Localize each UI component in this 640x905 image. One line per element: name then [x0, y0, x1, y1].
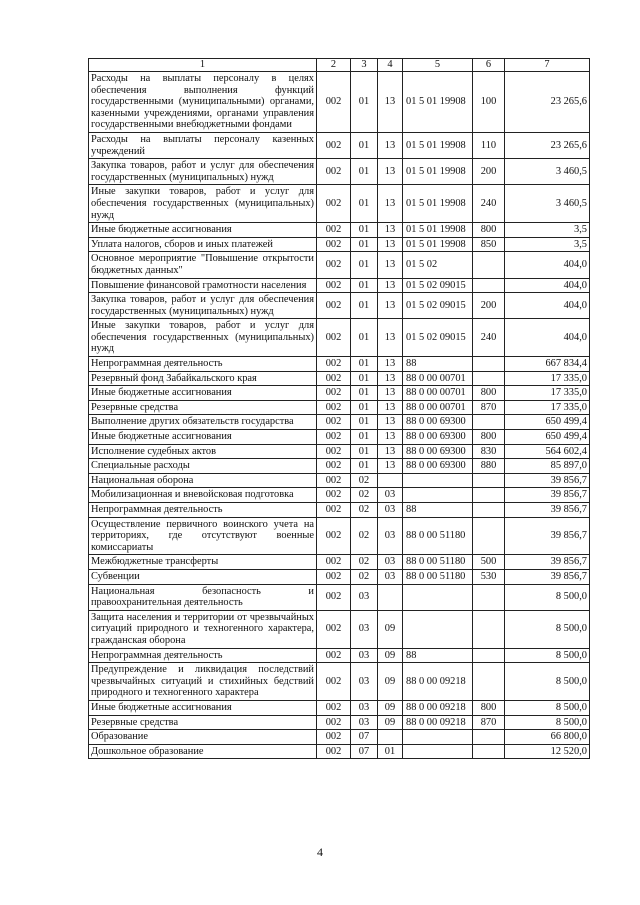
table-row	[89, 663, 590, 701]
row-csr-cell: 88	[403, 648, 473, 663]
row-rz-cell: 01	[351, 293, 378, 319]
row-pr-cell	[378, 473, 403, 488]
row-sum-cell: 39 856,7	[505, 569, 590, 584]
row-pr-cell: 13	[378, 319, 403, 357]
row-rz-cell: 01	[351, 159, 378, 185]
row-sum-cell: 39 856,7	[505, 503, 590, 518]
row-sum-cell: 650 499,4	[505, 430, 590, 445]
row-pr-cell: 09	[378, 663, 403, 701]
table-row	[89, 237, 590, 252]
budget-table	[88, 58, 590, 759]
row-ved-cell: 002	[317, 237, 351, 252]
row-ved-cell: 002	[317, 400, 351, 415]
header-col-5: 5	[403, 59, 473, 72]
table-row	[89, 503, 590, 518]
row-vr-cell: 830	[473, 444, 505, 459]
row-pr-cell: 13	[378, 386, 403, 401]
row-rz-cell: 07	[351, 744, 378, 759]
row-name-cell: Мобилизационная и вневойсковая подготовка	[89, 488, 317, 503]
row-csr-cell: 88 0 00 00701	[403, 386, 473, 401]
row-sum-cell: 39 856,7	[505, 488, 590, 503]
table-row	[89, 715, 590, 730]
row-pr-cell: 09	[378, 610, 403, 648]
row-csr-cell	[403, 744, 473, 759]
row-csr-cell: 88 0 00 69300	[403, 444, 473, 459]
table-row	[89, 700, 590, 715]
row-vr-cell	[473, 730, 505, 745]
row-pr-cell: 09	[378, 648, 403, 663]
row-name-cell: Защита населения и территории от чрезвычайных ситуаций природного и техногенного характера, гражданская оборона	[89, 610, 317, 648]
row-name-cell: Исполнение судебных актов	[89, 444, 317, 459]
row-pr-cell: 03	[378, 517, 403, 555]
row-ved-cell: 002	[317, 744, 351, 759]
row-sum-cell: 3 460,5	[505, 185, 590, 223]
row-rz-cell: 01	[351, 400, 378, 415]
table-row	[89, 252, 590, 278]
row-name-cell: Иные бюджетные ассигнования	[89, 430, 317, 445]
row-rz-cell: 02	[351, 569, 378, 584]
row-ved-cell: 002	[317, 488, 351, 503]
row-csr-cell: 01 5 02 09015	[403, 278, 473, 293]
row-ved-cell: 002	[317, 503, 351, 518]
row-rz-cell: 03	[351, 663, 378, 701]
row-name-cell: Дошкольное образование	[89, 744, 317, 759]
row-sum-cell: 404,0	[505, 252, 590, 278]
table-row	[89, 185, 590, 223]
row-vr-cell: 870	[473, 400, 505, 415]
row-vr-cell	[473, 517, 505, 555]
row-ved-cell: 002	[317, 555, 351, 570]
row-vr-cell: 880	[473, 459, 505, 474]
row-pr-cell: 13	[378, 415, 403, 430]
row-name-cell: Повышение финансовой грамотности населения	[89, 278, 317, 293]
row-csr-cell	[403, 473, 473, 488]
row-name-cell: Осуществление первичного воинского учета на территориях, где отсутствуют военные комиссариаты	[89, 517, 317, 555]
row-sum-cell: 650 499,4	[505, 415, 590, 430]
row-pr-cell: 13	[378, 357, 403, 372]
table-row	[89, 357, 590, 372]
row-ved-cell: 002	[317, 444, 351, 459]
row-ved-cell: 002	[317, 159, 351, 185]
row-sum-cell: 17 335,0	[505, 400, 590, 415]
row-vr-cell	[473, 473, 505, 488]
row-name-cell: Закупка товаров, работ и услуг для обеспечения государственных (муниципальных) нужд	[89, 159, 317, 185]
row-csr-cell: 88 0 00 09218	[403, 715, 473, 730]
row-rz-cell: 01	[351, 132, 378, 158]
row-name-cell: Иные бюджетные ассигнования	[89, 223, 317, 238]
table-row	[89, 517, 590, 555]
row-sum-cell: 3,5	[505, 237, 590, 252]
row-csr-cell: 01 5 01 19908	[403, 159, 473, 185]
row-ved-cell: 002	[317, 569, 351, 584]
row-pr-cell: 09	[378, 715, 403, 730]
row-vr-cell: 240	[473, 319, 505, 357]
table-row	[89, 473, 590, 488]
table-row	[89, 648, 590, 663]
row-pr-cell: 03	[378, 555, 403, 570]
row-name-cell: Расходы на выплаты персоналу в целях обеспечения выполнения функций государственными (муниципальными) органами, казенными учреждениями, органами управления государственными внебюджетными фондами	[89, 72, 317, 133]
row-csr-cell: 01 5 01 19908	[403, 223, 473, 238]
row-name-cell: Межбюджетные трансферты	[89, 555, 317, 570]
row-sum-cell: 12 520,0	[505, 744, 590, 759]
row-rz-cell: 01	[351, 185, 378, 223]
row-sum-cell: 17 335,0	[505, 386, 590, 401]
row-sum-cell: 66 800,0	[505, 730, 590, 745]
row-csr-cell: 88 0 00 51180	[403, 555, 473, 570]
row-name-cell: Иные бюджетные ассигнования	[89, 386, 317, 401]
row-sum-cell: 39 856,7	[505, 555, 590, 570]
row-pr-cell: 13	[378, 159, 403, 185]
row-sum-cell: 404,0	[505, 278, 590, 293]
table-body	[89, 72, 590, 759]
row-rz-cell: 03	[351, 584, 378, 610]
table-row	[89, 444, 590, 459]
row-ved-cell: 002	[317, 517, 351, 555]
row-name-cell: Иные закупки товаров, работ и услуг для обеспечения государственных (муниципальных) нужд	[89, 319, 317, 357]
table-row	[89, 569, 590, 584]
row-sum-cell: 8 500,0	[505, 700, 590, 715]
table-row	[89, 223, 590, 238]
row-pr-cell: 09	[378, 700, 403, 715]
row-name-cell: Образование	[89, 730, 317, 745]
table-row	[89, 319, 590, 357]
header-col-3: 3	[351, 59, 378, 72]
row-vr-cell	[473, 663, 505, 701]
table-row	[89, 132, 590, 158]
table-row	[89, 584, 590, 610]
row-pr-cell: 01	[378, 744, 403, 759]
row-rz-cell: 02	[351, 488, 378, 503]
row-ved-cell: 002	[317, 386, 351, 401]
row-name-cell: Непрограммная деятельность	[89, 503, 317, 518]
row-pr-cell: 13	[378, 400, 403, 415]
row-sum-cell: 8 500,0	[505, 584, 590, 610]
row-vr-cell: 870	[473, 715, 505, 730]
table-row	[89, 400, 590, 415]
row-rz-cell: 03	[351, 700, 378, 715]
row-csr-cell: 01 5 02 09015	[403, 319, 473, 357]
row-sum-cell: 8 500,0	[505, 610, 590, 648]
row-csr-cell: 88 0 00 69300	[403, 459, 473, 474]
row-name-cell: Непрограммная деятельность	[89, 648, 317, 663]
row-pr-cell: 13	[378, 444, 403, 459]
row-name-cell: Национальная оборона	[89, 473, 317, 488]
row-csr-cell	[403, 488, 473, 503]
row-name-cell: Специальные расходы	[89, 459, 317, 474]
row-rz-cell: 01	[351, 252, 378, 278]
table-row	[89, 430, 590, 445]
row-rz-cell: 03	[351, 648, 378, 663]
row-vr-cell	[473, 503, 505, 518]
row-rz-cell: 01	[351, 72, 378, 133]
row-ved-cell: 002	[317, 730, 351, 745]
table-row	[89, 371, 590, 386]
row-sum-cell: 564 602,4	[505, 444, 590, 459]
row-vr-cell	[473, 415, 505, 430]
budget-table-container	[88, 58, 589, 759]
row-ved-cell: 002	[317, 72, 351, 133]
row-rz-cell: 02	[351, 517, 378, 555]
row-name-cell: Уплата налогов, сборов и иных платежей	[89, 237, 317, 252]
row-vr-cell: 110	[473, 132, 505, 158]
row-ved-cell: 002	[317, 648, 351, 663]
row-ved-cell: 002	[317, 371, 351, 386]
row-ved-cell: 002	[317, 415, 351, 430]
table-row	[89, 415, 590, 430]
row-vr-cell: 200	[473, 159, 505, 185]
header-col-7: 7	[505, 59, 590, 72]
row-rz-cell: 01	[351, 459, 378, 474]
row-sum-cell: 8 500,0	[505, 648, 590, 663]
row-vr-cell: 800	[473, 700, 505, 715]
row-ved-cell: 002	[317, 430, 351, 445]
row-sum-cell: 17 335,0	[505, 371, 590, 386]
row-rz-cell: 01	[351, 415, 378, 430]
row-rz-cell: 01	[351, 444, 378, 459]
row-vr-cell: 800	[473, 430, 505, 445]
row-name-cell: Основное мероприятие "Повышение открытости бюджетных данных"	[89, 252, 317, 278]
row-pr-cell: 03	[378, 569, 403, 584]
table-row	[89, 278, 590, 293]
row-sum-cell: 23 265,6	[505, 132, 590, 158]
row-sum-cell: 85 897,0	[505, 459, 590, 474]
row-sum-cell: 3,5	[505, 223, 590, 238]
row-name-cell: Расходы на выплаты персоналу казенных учреждений	[89, 132, 317, 158]
row-name-cell: Иные закупки товаров, работ и услуг для обеспечения государственных (муниципальных) нужд	[89, 185, 317, 223]
row-rz-cell: 01	[351, 319, 378, 357]
row-vr-cell: 850	[473, 237, 505, 252]
row-csr-cell	[403, 730, 473, 745]
row-pr-cell: 03	[378, 488, 403, 503]
row-vr-cell	[473, 584, 505, 610]
row-csr-cell	[403, 610, 473, 648]
row-pr-cell: 03	[378, 503, 403, 518]
row-pr-cell	[378, 584, 403, 610]
row-rz-cell: 01	[351, 371, 378, 386]
row-ved-cell: 002	[317, 132, 351, 158]
row-rz-cell: 01	[351, 386, 378, 401]
row-pr-cell: 13	[378, 185, 403, 223]
row-vr-cell	[473, 610, 505, 648]
header-col-2: 2	[317, 59, 351, 72]
row-name-cell: Национальная безопасность и правоохранительная деятельность	[89, 584, 317, 610]
row-vr-cell: 500	[473, 555, 505, 570]
row-ved-cell: 002	[317, 663, 351, 701]
row-pr-cell: 13	[378, 72, 403, 133]
row-csr-cell: 88 0 00 51180	[403, 517, 473, 555]
row-name-cell: Резервные средства	[89, 400, 317, 415]
row-csr-cell: 01 5 01 19908	[403, 132, 473, 158]
row-vr-cell	[473, 252, 505, 278]
row-vr-cell: 100	[473, 72, 505, 133]
row-csr-cell: 88	[403, 357, 473, 372]
row-name-cell: Предупреждение и ликвидация последствий чрезвычайных ситуаций и стихийных бедствий природного и техногенного характера	[89, 663, 317, 701]
row-csr-cell: 88 0 00 00701	[403, 400, 473, 415]
row-csr-cell: 01 5 01 19908	[403, 185, 473, 223]
row-name-cell: Резервные средства	[89, 715, 317, 730]
table-row	[89, 555, 590, 570]
row-csr-cell: 88 0 00 09218	[403, 700, 473, 715]
row-csr-cell	[403, 584, 473, 610]
row-pr-cell: 13	[378, 278, 403, 293]
row-name-cell: Иные бюджетные ассигнования	[89, 700, 317, 715]
row-sum-cell: 23 265,6	[505, 72, 590, 133]
row-vr-cell: 800	[473, 386, 505, 401]
row-vr-cell	[473, 357, 505, 372]
table-row	[89, 610, 590, 648]
row-ved-cell: 002	[317, 185, 351, 223]
row-rz-cell: 02	[351, 555, 378, 570]
table-row	[89, 72, 590, 133]
table-row	[89, 744, 590, 759]
row-csr-cell: 01 5 02 09015	[403, 293, 473, 319]
row-pr-cell: 13	[378, 430, 403, 445]
row-csr-cell: 01 5 01 19908	[403, 72, 473, 133]
row-csr-cell: 88 0 00 69300	[403, 415, 473, 430]
row-pr-cell: 13	[378, 237, 403, 252]
row-ved-cell: 002	[317, 357, 351, 372]
row-ved-cell: 002	[317, 252, 351, 278]
row-name-cell: Резервный фонд Забайкальского края	[89, 371, 317, 386]
row-rz-cell: 01	[351, 278, 378, 293]
table-row	[89, 293, 590, 319]
row-rz-cell: 02	[351, 473, 378, 488]
header-col-1: 1	[89, 59, 317, 72]
row-pr-cell: 13	[378, 132, 403, 158]
page-number: 4	[317, 845, 323, 859]
row-csr-cell: 01 5 01 19908	[403, 237, 473, 252]
row-sum-cell: 39 856,7	[505, 517, 590, 555]
row-sum-cell: 404,0	[505, 293, 590, 319]
row-rz-cell: 01	[351, 430, 378, 445]
row-csr-cell: 88 0 00 51180	[403, 569, 473, 584]
table-header-row	[89, 59, 590, 72]
row-rz-cell: 01	[351, 357, 378, 372]
row-vr-cell	[473, 744, 505, 759]
row-sum-cell: 39 856,7	[505, 473, 590, 488]
table-row	[89, 730, 590, 745]
row-pr-cell: 13	[378, 459, 403, 474]
row-name-cell: Непрограммная деятельность	[89, 357, 317, 372]
row-pr-cell: 13	[378, 371, 403, 386]
table-row	[89, 488, 590, 503]
row-csr-cell: 88 0 00 69300	[403, 430, 473, 445]
row-ved-cell: 002	[317, 319, 351, 357]
row-ved-cell: 002	[317, 584, 351, 610]
row-ved-cell: 002	[317, 459, 351, 474]
row-csr-cell: 01 5 02	[403, 252, 473, 278]
row-name-cell: Субвенции	[89, 569, 317, 584]
row-csr-cell: 88 0 00 00701	[403, 371, 473, 386]
row-vr-cell	[473, 648, 505, 663]
row-rz-cell: 07	[351, 730, 378, 745]
table-row	[89, 386, 590, 401]
row-vr-cell	[473, 278, 505, 293]
row-vr-cell	[473, 371, 505, 386]
row-pr-cell: 13	[378, 252, 403, 278]
table-row	[89, 459, 590, 474]
row-csr-cell: 88	[403, 503, 473, 518]
header-col-6: 6	[473, 59, 505, 72]
row-rz-cell: 03	[351, 715, 378, 730]
row-ved-cell: 002	[317, 610, 351, 648]
row-rz-cell: 02	[351, 503, 378, 518]
row-sum-cell: 667 834,4	[505, 357, 590, 372]
row-ved-cell: 002	[317, 700, 351, 715]
row-rz-cell: 01	[351, 223, 378, 238]
row-rz-cell: 01	[351, 237, 378, 252]
row-ved-cell: 002	[317, 293, 351, 319]
row-csr-cell: 88 0 00 09218	[403, 663, 473, 701]
row-sum-cell: 3 460,5	[505, 159, 590, 185]
row-vr-cell: 240	[473, 185, 505, 223]
header-col-4: 4	[378, 59, 403, 72]
row-name-cell: Выполнение других обязательств государства	[89, 415, 317, 430]
row-vr-cell: 800	[473, 223, 505, 238]
table-row	[89, 159, 590, 185]
row-pr-cell	[378, 730, 403, 745]
row-vr-cell: 530	[473, 569, 505, 584]
row-sum-cell: 8 500,0	[505, 715, 590, 730]
row-ved-cell: 002	[317, 715, 351, 730]
row-vr-cell	[473, 488, 505, 503]
row-ved-cell: 002	[317, 473, 351, 488]
row-sum-cell: 8 500,0	[505, 663, 590, 701]
row-sum-cell: 404,0	[505, 319, 590, 357]
row-ved-cell: 002	[317, 278, 351, 293]
row-pr-cell: 13	[378, 223, 403, 238]
row-pr-cell: 13	[378, 293, 403, 319]
row-vr-cell: 200	[473, 293, 505, 319]
row-ved-cell: 002	[317, 223, 351, 238]
row-name-cell: Закупка товаров, работ и услуг для обеспечения государственных (муниципальных) нужд	[89, 293, 317, 319]
row-rz-cell: 03	[351, 610, 378, 648]
